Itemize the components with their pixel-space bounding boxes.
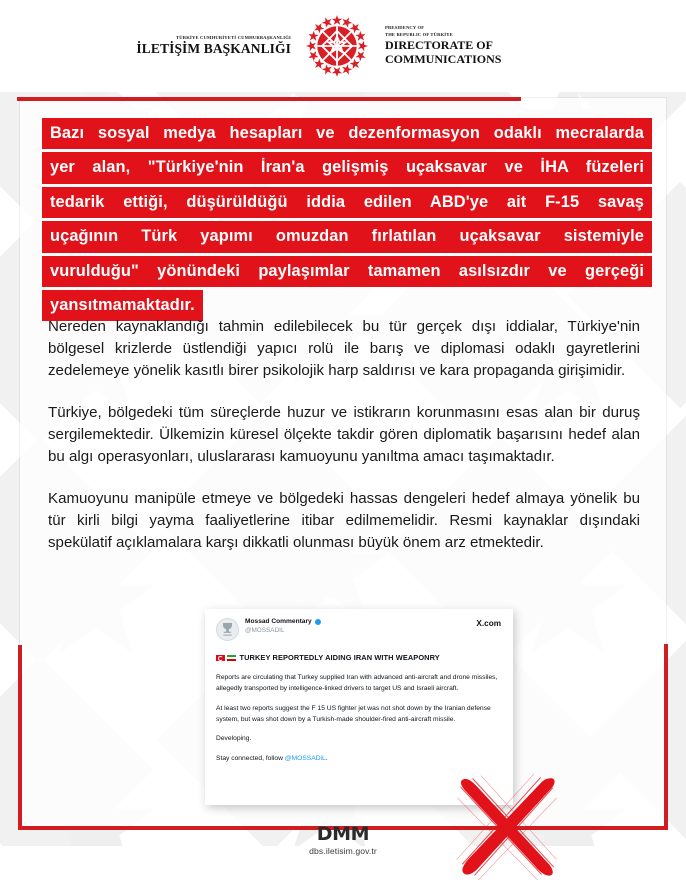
page-footer — [0, 825, 686, 856]
statement-card — [20, 98, 666, 828]
header-english-superline-1: PRESIDENCY OF — [385, 25, 425, 31]
tweet-paragraph: At least two reports suggest the F 15 US fighter jet was not shot down by the Iranian defense system, but was shot down by a Turkish-made shoulder-fired anti-aircraft missile. — [216, 704, 491, 723]
tweet-handle: @MOSSADIL — [245, 626, 285, 634]
verified-badge-icon — [315, 619, 321, 625]
tweet-mention-link[interactable]: @MOSSADiL — [284, 755, 326, 763]
emblem-svg — [305, 14, 369, 78]
tweet-header — [216, 618, 501, 641]
turkish-presidency-emblem-icon — [305, 14, 369, 78]
tweet-footer-line — [216, 754, 501, 765]
statement-body — [48, 316, 640, 554]
headline-line: tedarik ettiği, düşürüldüğü iddia edilen ABD'ye ait F-15 savaş — [42, 187, 652, 218]
dmm-url: dbs.iletisim.gov.tr — [309, 846, 377, 856]
avatar — [216, 618, 239, 641]
page-header — [0, 0, 686, 92]
flag-pair — [216, 655, 236, 661]
tweet-account-name-row — [245, 618, 476, 626]
header-english-title-2: COMMUNICATIONS — [385, 52, 502, 67]
tweet-paragraph: Developing. — [216, 735, 252, 743]
card-border-left — [18, 645, 22, 830]
headline-block — [42, 118, 652, 324]
embedded-tweet-screenshot — [205, 609, 513, 805]
tweet-headline-text: TURKEY REPORTEDLY AIDING IRAN WITH WEAPONRY — [239, 653, 440, 662]
dmm-logo: DMM — [316, 823, 370, 845]
tweet-body — [216, 673, 501, 765]
header-english-wordmark — [369, 25, 595, 66]
headline-line: yer alan, "Türkiye'nin İran'a gelişmiş uçaksavar ve İHA füzeleri — [42, 152, 652, 183]
header-english-superline-2: THE REPUBLIC OF TÜRKİYE — [385, 31, 453, 37]
header-turkish-title: İLETİŞİM BAŞKANLIĞI — [136, 41, 291, 56]
tweet-account-name: Mossad Commentary — [245, 618, 312, 625]
body-paragraph: Kamuoyunu manipüle etmeye ve bölgedeki hassas dengeleri hedef almaya yönelik bu tür kirli bilgi yayma faaliyetlerine itibar edilmemelidir. Resmi kaynaklar dışındaki spekülatif açıklamalara karşı dikkatli olunması büyük önem arz etmektedir. — [48, 490, 640, 552]
header-turkish-wordmark — [91, 35, 305, 57]
body-paragraph: Türkiye, bölgedeki tüm süreçlerde huzur ve istikrarın korunmasını esas alan bir duruş sergilemektedir. Ülkemizin küresel ölçekte takdir gören diplomatik başarısını hedef alan bu algı operasyonları, uluslararası kamuoyunu yanıltma amacı taşımaktadır. — [48, 404, 640, 466]
iran-flag-icon — [227, 655, 236, 661]
menorah-avatar-icon — [220, 621, 235, 637]
headline-line: uçağının Türk yapımı omuzdan fırlatılan uçaksavar sistemiyle — [42, 221, 652, 252]
tweet-account-block — [245, 618, 476, 635]
x-com-brand-label: X.com — [476, 619, 501, 628]
card-border-top — [17, 97, 521, 101]
turkey-flag-icon — [216, 655, 225, 661]
tweet-paragraph: Reports are circulating that Turkey supplied Iran with advanced anti-aircraft and drone missiles, allegedly transported by intelligence-linked drivers to target US and Israeli aircraft. — [216, 674, 498, 692]
header-english-title-1: DIRECTORATE OF — [385, 37, 493, 52]
headline-line: Bazı sosyal medya hesapları ve dezenformasyon odaklı mecralarda — [42, 118, 652, 149]
card-border-right — [664, 644, 668, 830]
tweet-headline-row — [216, 653, 501, 662]
body-paragraph: Nereden kaynaklandığı tahmin edilebilecek bu tür gerçek dışı iddialar, Türkiye'nin bölgesel krizlerde üstlendiği yapıcı rolü ile barış ve diplomasi odaklı gayretlerini zedelemeye yönelik kasıtlı birer psikolojik harp saldırısı ve kara propaganda girişimidir. — [48, 318, 640, 380]
tweet-footer-suffix: . — [325, 755, 328, 763]
headline-line: vurulduğu" yönündeki paylaşımlar tamamen asılsızdır ve gerçeği — [42, 256, 652, 287]
tweet-footer-prefix: Stay connected, follow — [216, 755, 285, 763]
header-turkish-superline: TÜRKİYE CUMHURİYETİ CUMHURBAŞKANLIĞI — [176, 35, 291, 40]
headline-line: yansıtmamaktadır. — [42, 290, 203, 321]
